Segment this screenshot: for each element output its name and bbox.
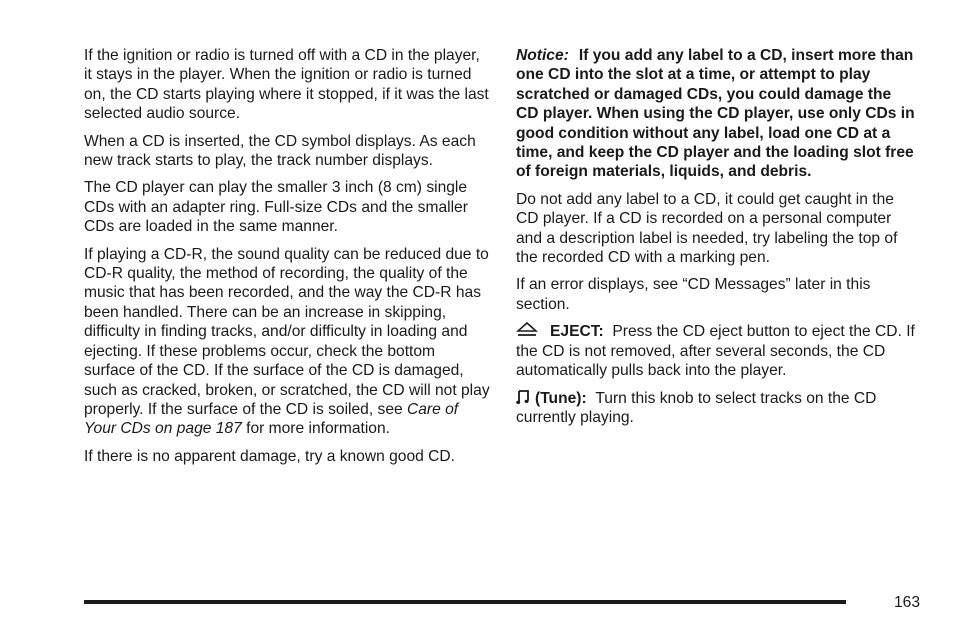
eject-label: EJECT:	[550, 323, 604, 341]
cd-r-tail: for more information.	[241, 420, 390, 438]
footer-rule	[84, 600, 846, 604]
music-note-icon	[516, 389, 529, 405]
eject-item	[516, 322, 916, 380]
tune-label: (Tune):	[535, 389, 587, 407]
paragraph-small-cds: The CD player can play the smaller 3 inch (8 cm) single CDs with an adapter ring. Full-size CDs and the smaller CDs are loaded in the same manner.	[84, 179, 468, 236]
cd-r-text: If playing a CD-R, the sound quality can be reduced due to CD-R quality, the method of recording, the quality of the music that has been recorded, and the way the CD-R has been handled. There can be an increase in skipping, difficulty in finding tracks, and/or difficulty in loading and ejecting. If these problems occur, check the bottom surface of the CD. If the surface of the CD is damaged, such as cracked, broken, or scratched, the CD will not play properly. If the surface of the CD is soiled, see	[84, 245, 490, 418]
tune-item	[516, 389, 916, 428]
page-number: 163	[893, 594, 920, 611]
paragraph-cd-symbol: When a CD is inserted, the CD symbol displays. As each new track starts to play, the track number displays.	[84, 132, 476, 170]
eject-icon	[516, 322, 538, 337]
paragraph-no-label: Do not add any label to a CD, it could get caught in the CD player. If a CD is recorded on a personal computer and a description label is needed, try labeling the top of the recorded CD with a marking pen.	[516, 190, 898, 267]
paragraph-try-good-cd: If there is no apparent damage, try a known good CD.	[84, 447, 455, 465]
left-column	[84, 46, 490, 474]
tune-text: Turn this knob to select tracks on the CD currently playing.	[516, 389, 877, 426]
notice-text: If you add any label to a CD, insert more than one CD into the slot at a time, or attempt to play scratched or damaged CDs, you could damage the CD player. When using the CD player, use only CDs in good condition without any label, load one CD at a time, and keep the CD player and the loading slot free of foreign materials, liquids, and debris.	[516, 47, 915, 181]
paragraph-ignition: If the ignition or radio is turned off with a CD in the player, it stays in the player. When the ignition or radio is turned on, the CD starts playing where it stopped, if it was the last selected audio source.	[84, 47, 489, 123]
right-column	[516, 46, 916, 435]
eject-text: Press the CD eject button to eject the CD. If the CD is not removed, after several seconds, the CD automatically pulls back into the player.	[516, 323, 915, 380]
notice-block	[516, 46, 916, 182]
paragraph-error-display: If an error displays, see “CD Messages” later in this section.	[516, 276, 871, 313]
notice-label: Notice:	[516, 47, 569, 64]
paragraph-cd-r	[84, 245, 490, 439]
care-of-cds-reference[interactable]: Care of Your CDs on page 187	[84, 400, 459, 438]
